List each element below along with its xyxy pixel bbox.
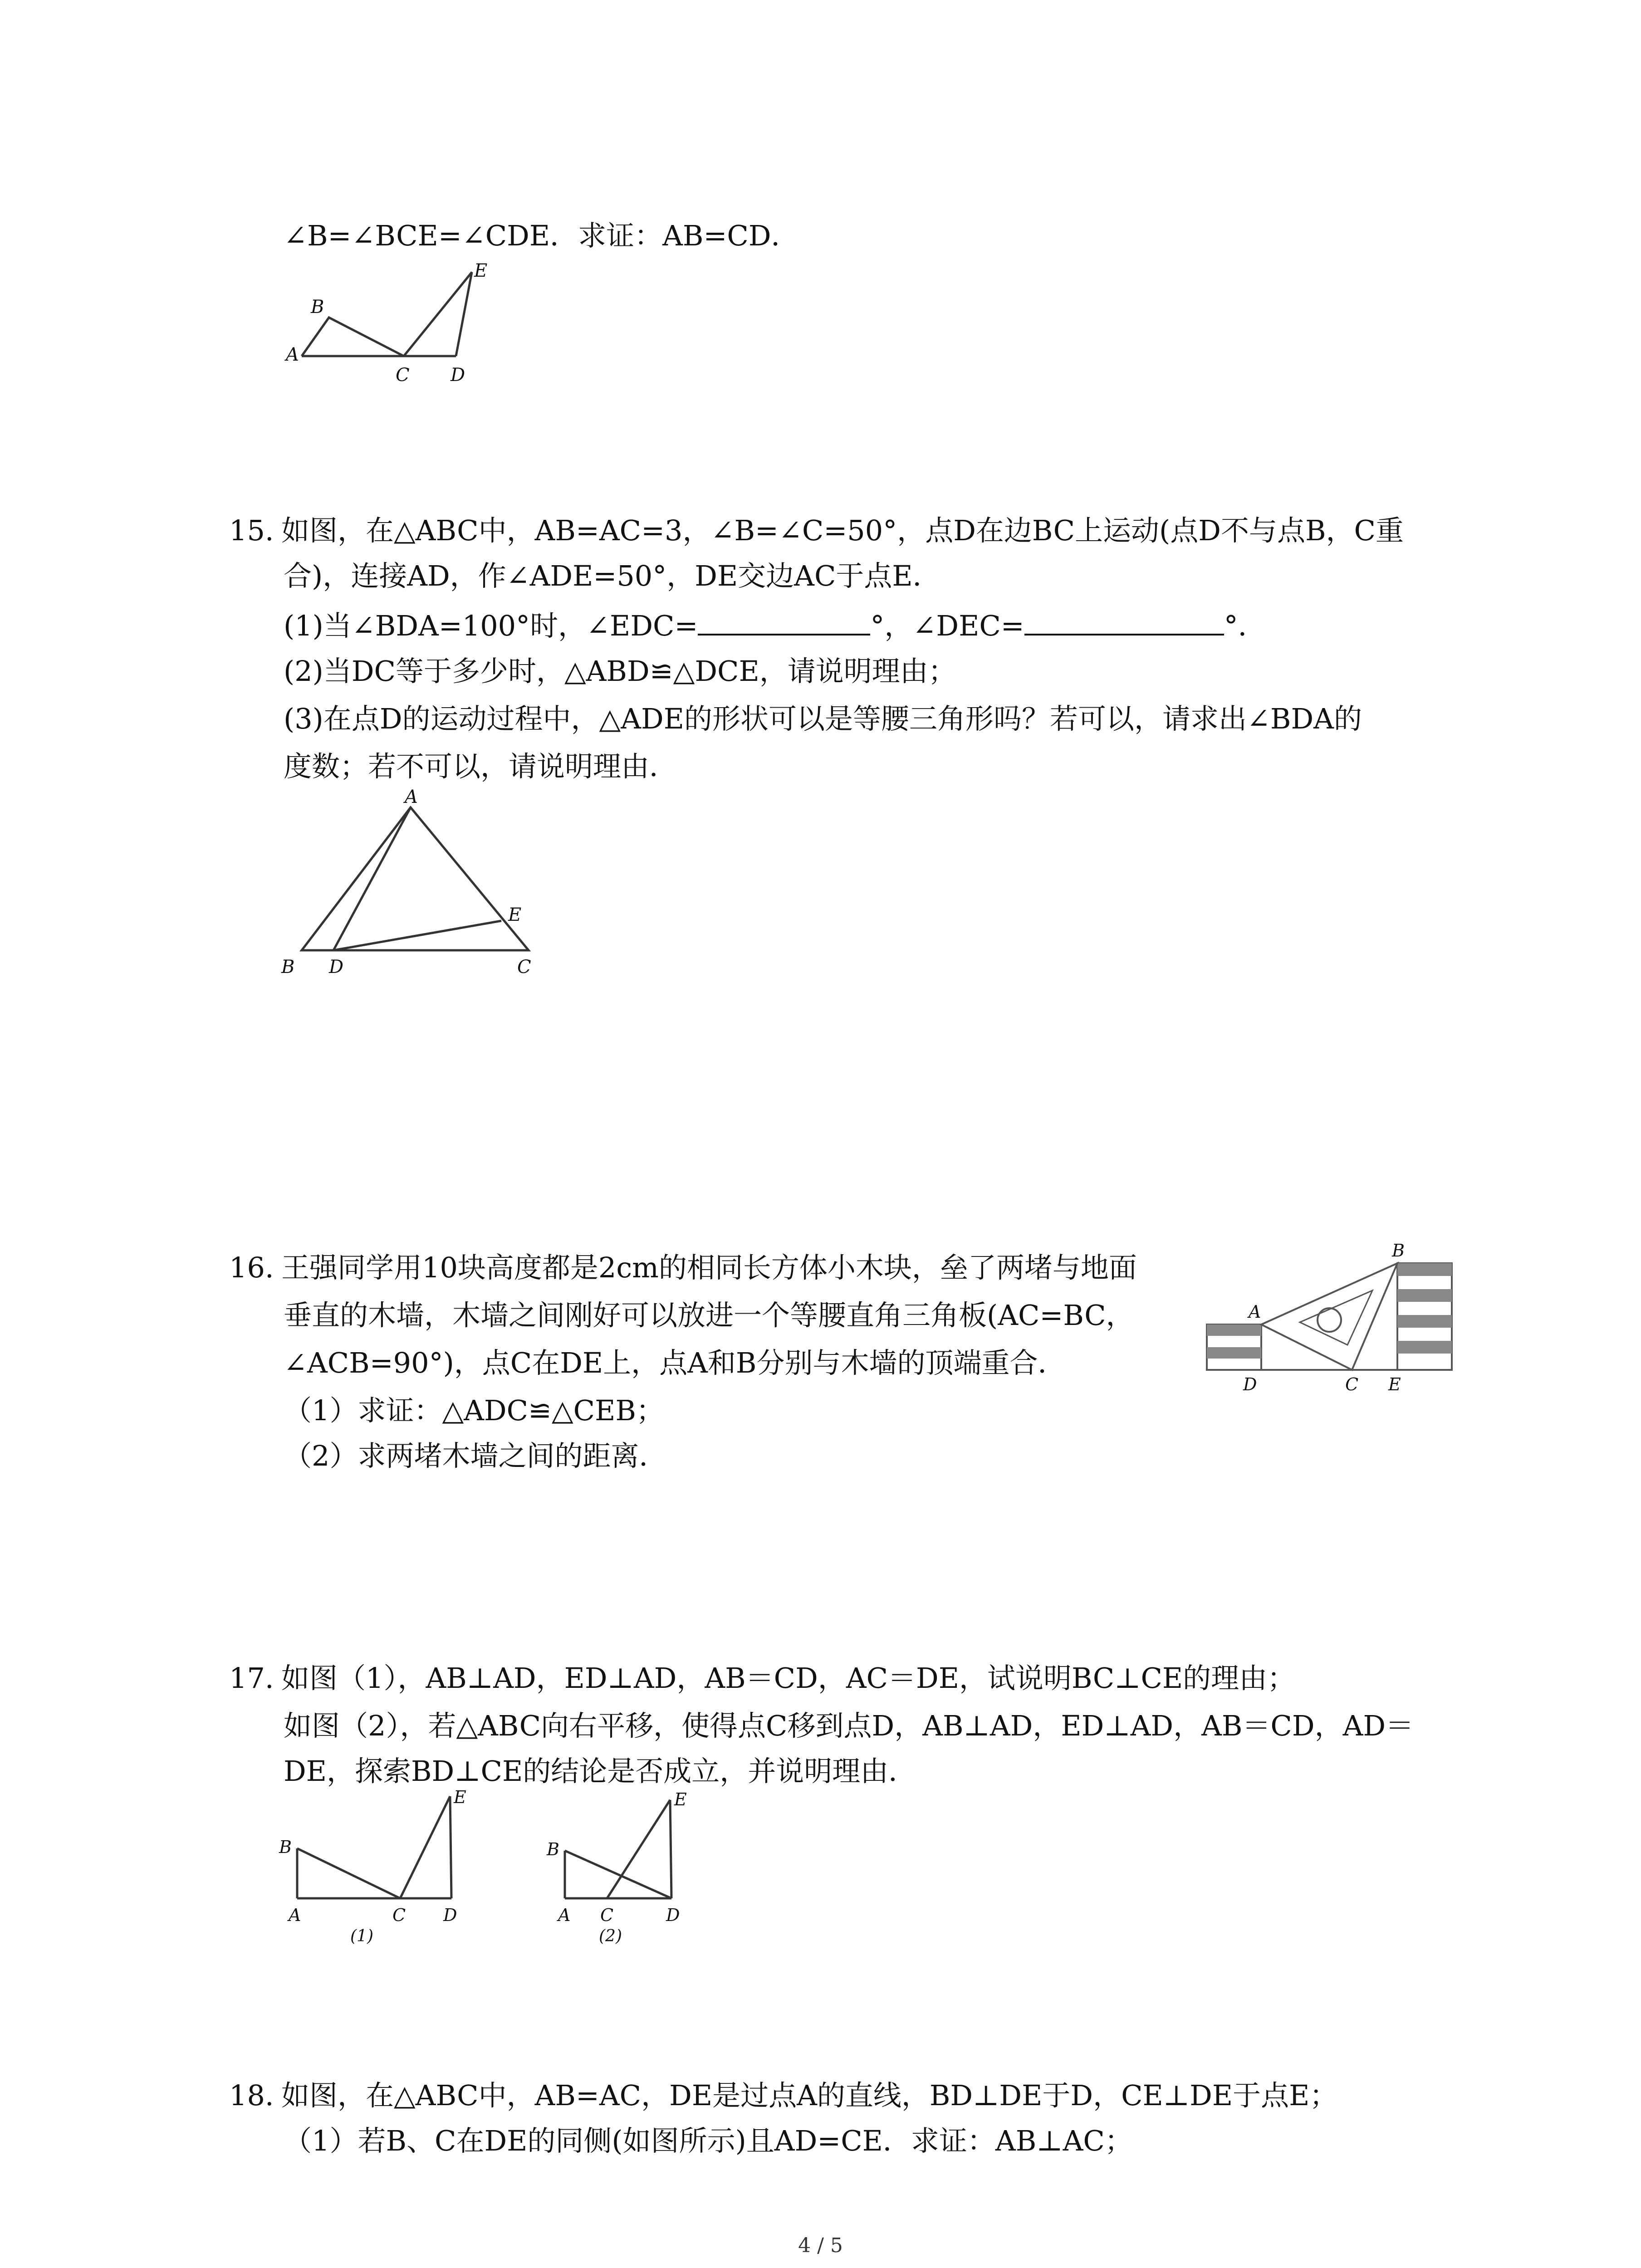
q15-line2: 合)，连接AD，作∠ADE=50°，DE交边AC于点E． xyxy=(284,559,941,592)
q15-number: 15. xyxy=(229,514,274,547)
fig1-label-e: E xyxy=(454,1787,466,1807)
answer-blank-edc[interactable] xyxy=(698,608,870,635)
q15-line1: 如图，在△ABC中，AB=AC=3，∠B=∠C=50°，点D在边BC上运动(点D不与点B，C重 xyxy=(281,514,1404,547)
fig1-label-d: D xyxy=(443,1905,457,1925)
q15-label-c: C xyxy=(517,957,531,978)
q16-label-a: A xyxy=(1249,1302,1261,1322)
q14-label-b: B xyxy=(311,297,324,318)
set-square xyxy=(1261,1263,1397,1370)
left-wall xyxy=(1207,1325,1261,1370)
q18-number: 18. xyxy=(229,2079,274,2112)
q17-line2: 如图（2），若△ABC向右平移，使得点C移到点D，AB⊥AD，ED⊥AD，AB＝CD，AD＝ xyxy=(284,1709,1414,1742)
q15-label-d: D xyxy=(329,957,344,978)
q15-sub1-b: °，∠DEC= xyxy=(870,609,1024,642)
q16-label-b: B xyxy=(1392,1241,1405,1261)
fig1-label-b: B xyxy=(279,1837,292,1857)
q16-line2: 垂直的木墙，木墙之间刚好可以放进一个等腰直角三角板(AC=BC， xyxy=(284,1299,1134,1332)
q17-line1: 如图（1），AB⊥AD，ED⊥AD，AB＝CD，AC＝DE，试说明BC⊥CE的理由； xyxy=(281,1662,1296,1695)
q15-label-b: B xyxy=(281,957,295,978)
q15-sub3-line1: (3)在点D的运动过程中，△ADE的形状可以是等腰三角形吗？若可以，请求出∠BDA的 xyxy=(284,702,1362,735)
q14-label-e: E xyxy=(474,260,488,281)
q16-label-c: C xyxy=(1345,1374,1359,1394)
fig2-caption: (2) xyxy=(599,1927,622,1945)
fig1-caption: (1) xyxy=(350,1927,373,1945)
q17-figure-1 xyxy=(272,1783,508,1955)
q16-label-d: D xyxy=(1243,1374,1257,1394)
q16-sub2: （2）求两堵木墙之间的距离． xyxy=(284,1439,667,1472)
answer-blank-dec[interactable] xyxy=(1024,608,1224,635)
fig2-label-e: E xyxy=(674,1789,687,1809)
q14-label-c: C xyxy=(396,365,410,386)
q15-sub1-a: (1)当∠BDA=100°时，∠EDC= xyxy=(284,609,698,642)
q16-sub1: （1）求证：△ADC≌△CEB； xyxy=(284,1394,664,1427)
q15-sub2: (2)当DC等于多少时，△ABD≌△DCE，请说明理由； xyxy=(284,655,956,688)
fig1-label-a: A xyxy=(289,1905,301,1925)
q15-figure xyxy=(272,789,590,998)
fig2-label-c: C xyxy=(600,1905,614,1925)
q15-sub1 xyxy=(284,608,1266,644)
q16-line1: 王强同学用10块高度都是2cm的相同长方体小木块，垒了两堵与地面 xyxy=(281,1251,1137,1284)
q16-line3: ∠ACB=90°)，点C在DE上，点A和B分别与木墙的顶端重合． xyxy=(284,1346,1066,1379)
q17-line3: DE，探索BD⊥CE的结论是否成立，并说明理由． xyxy=(284,1755,917,1788)
q16-figure xyxy=(1198,1234,1470,1397)
fig1-label-c: C xyxy=(392,1905,406,1925)
q17-figure-2 xyxy=(540,1783,749,1955)
q16-label-e: E xyxy=(1388,1374,1401,1394)
right-wall xyxy=(1397,1263,1452,1370)
q15-label-a: A xyxy=(405,787,418,807)
q14-figure xyxy=(272,254,544,390)
q18-line1: 如图，在△ABC中，AB=AC，DE是过点A的直线，BD⊥DE于D，CE⊥DE于点E； xyxy=(281,2079,1338,2112)
fig2-label-a: A xyxy=(558,1905,571,1925)
q16-number: 16. xyxy=(229,1251,274,1284)
q15-sub1-c: °． xyxy=(1224,609,1266,642)
fig2-label-d: D xyxy=(666,1905,680,1925)
q15-label-e: E xyxy=(508,904,522,925)
q15-sub3-line2: 度数；若不可以，请说明理由． xyxy=(284,750,678,783)
q17-number: 17. xyxy=(229,1662,274,1695)
q18-sub1: （1）若B、C在DE的同侧(如图所示)且AD=CE．求证：AB⊥AC； xyxy=(284,2124,1133,2157)
q14-text: ∠B=∠BCE=∠CDE．求证：AB=CD． xyxy=(284,219,799,252)
q14-label-a: A xyxy=(286,344,299,365)
q14-label-d: D xyxy=(451,365,465,386)
page-number: 4 / 5 xyxy=(798,2234,843,2257)
fig2-label-b: B xyxy=(547,1839,559,1859)
